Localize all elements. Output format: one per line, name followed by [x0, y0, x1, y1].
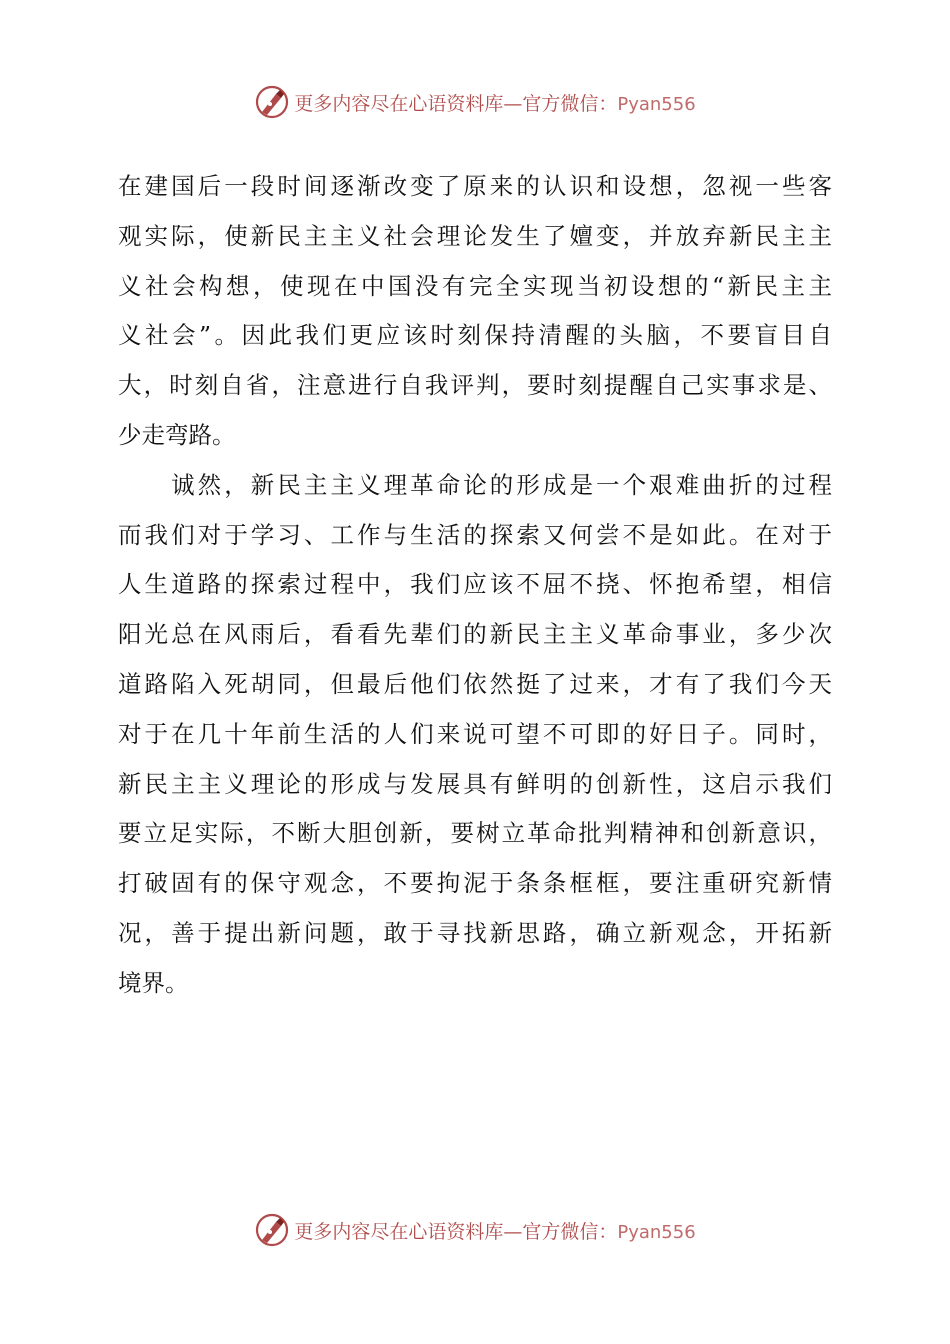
text-line: 观实际，使新民主主义社会理论发生了嬗变，并放弃新民主主 [118, 221, 832, 250]
footer-wechat-label: 官方微信： [522, 1220, 618, 1243]
text-line: 对于在几十年前生活的人们来说可望不可即的好日子。同时， [118, 719, 832, 748]
footer-banner [0, 1208, 950, 1252]
paragraph-1 [118, 162, 832, 461]
pen-nib-logo-icon [254, 84, 290, 120]
text-line: 义社会构想，使现在中国没有完全实现当初设想的“新民主主 [118, 271, 832, 300]
text-line: 新民主主义理论的形成与发展具有鲜明的创新性，这启示我们 [118, 769, 832, 798]
text-line: 大，时刻自省，注意进行自我评判，要时刻提醒自己实事求是、 [118, 371, 832, 400]
text-line: 境界。 [118, 968, 189, 997]
header-wechat-id: Pyan556 [617, 93, 696, 115]
text-line: 而我们对于学习、工作与生活的探索又何尝不是如此。在对于 [118, 520, 832, 549]
text-line: 义社会”。因此我们更应该时刻保持清醒的头脑，不要盲目自 [118, 321, 832, 350]
footer-banner-title: 更多内容尽在心语资料库— [294, 1220, 523, 1243]
paragraph-2 [118, 461, 832, 1009]
text-line: 人生道路的探索过程中，我们应该不屈不挠、怀抱希望，相信 [118, 570, 832, 599]
header-banner-title: 更多内容尽在心语资料库— [294, 92, 523, 115]
header-wechat-label: 官方微信： [522, 92, 618, 115]
document-body [118, 162, 832, 1009]
text-line: 阳光总在风雨后，看看先辈们的新民主主义革命事业，多少次 [118, 620, 832, 649]
text-line: 道路陷入死胡同，但最后他们依然挺了过来，才有了我们今天 [118, 669, 832, 698]
text-line: 诚然，新民主主义理革命论的形成是一个艰难曲折的过程 [118, 470, 832, 499]
header-banner [0, 80, 950, 124]
text-line: 打破固有的保守观念，不要拘泥于条条框框，要注重研究新情 [118, 869, 832, 898]
text-line: 少走弯路。 [118, 420, 236, 449]
header-banner-text [294, 89, 695, 116]
pen-nib-logo-icon [254, 1212, 290, 1248]
text-line: 要立足实际，不断大胆创新，要树立革命批判精神和创新意识， [118, 819, 832, 848]
text-line: 在建国后一段时间逐渐改变了原来的认识和设想，忽视一些客 [118, 172, 832, 200]
text-line: 况，善于提出新问题，敢于寻找新思路，确立新观念，开拓新 [118, 918, 832, 947]
footer-wechat-id: Pyan556 [617, 1221, 696, 1243]
footer-banner-text [294, 1217, 695, 1244]
